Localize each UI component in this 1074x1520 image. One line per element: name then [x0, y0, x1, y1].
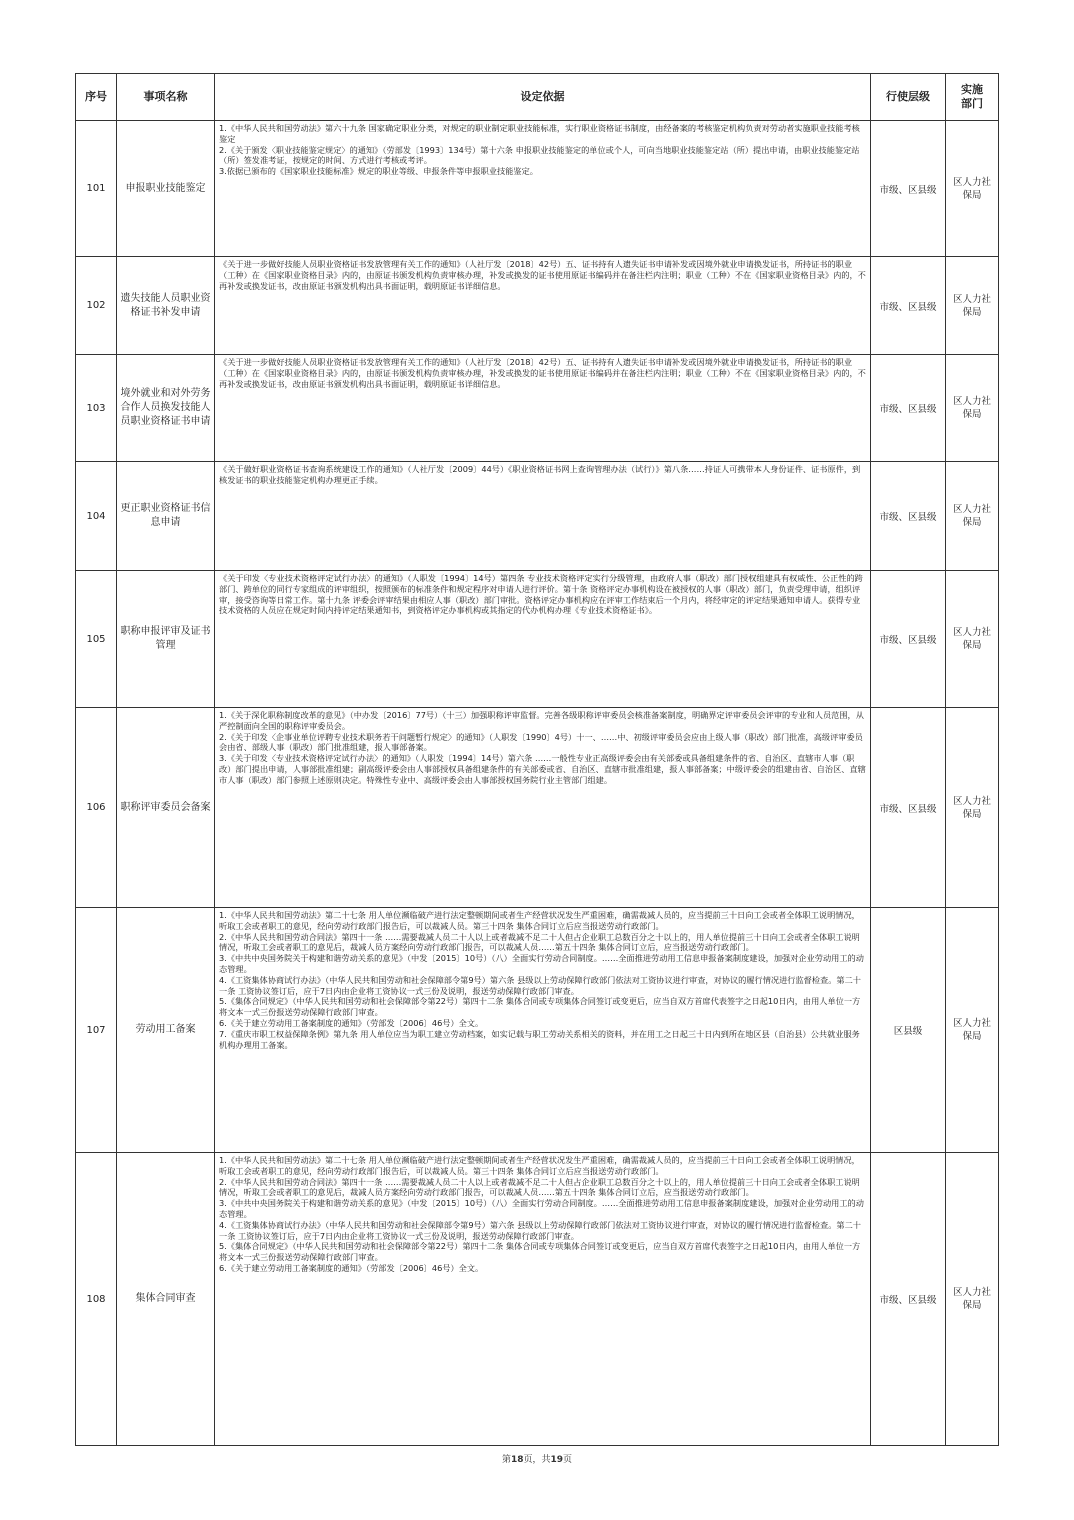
row-department: 区人力社保局 — [946, 355, 999, 462]
basis-paragraph: 7.《重庆市职工权益保障条例》第九条 用人单位应当为职工建立劳动档案，如实记载与职工劳动关系相关的资料，并在用工之日起三十日内到所在地区县（自治县）公共就业服务机构办理用工备案。 — [219, 1028, 860, 1050]
row-item-name: 遗失技能人员职业资格证书补发申请 — [117, 257, 215, 355]
basis-paragraph: 4.《工资集体协商试行办法》（中华人民共和国劳动和社会保障部令第9号）第六条 县级以上劳动保障行政部门依法对工资协议进行审查，对协议的履行情况进行监督检查。第二十一条 工资协议签订后，应于7日内由企业将工资协议一式三份及说明，报送劳动保障行政部门审查。 — [219, 1219, 861, 1241]
items-table — [75, 73, 999, 1446]
row-level: 市级、区县级 — [871, 257, 946, 355]
row-number: 107 — [76, 908, 117, 1153]
row-item-name: 集体合同审查 — [117, 1153, 215, 1446]
row-department: 区人力社保局 — [946, 462, 999, 571]
row-department: 区人力社保局 — [946, 908, 999, 1153]
table-body — [76, 121, 999, 1446]
row-basis — [215, 708, 871, 908]
table-row — [76, 355, 999, 462]
row-level: 市级、区县级 — [871, 462, 946, 571]
basis-paragraph: 3.《中共中央国务院关于构建和谐劳动关系的意见》（中发〔2015〕10号）（八）全面实行劳动合同制度。……全面推进劳动用工信息申报备案制度建设，加强对企业劳动用工的动态管理。 — [219, 1198, 864, 1219]
row-department: 区人力社保局 — [946, 121, 999, 257]
row-basis — [215, 571, 871, 708]
row-basis — [215, 121, 871, 257]
basis-paragraph: 《关于进一步做好技能人员职业资格证书发放管理有关工作的通知》（人社厅发〔2018〕42号）五、证书持有人遗失证书申请补发或因境外就业申请换发证书，所持证书的职业（工种）在《国家职业资格目录》内的，由原证书颁发机构负责审核办理，补发或换发的证书使用原证书编码并在备注栏内注明；职业（工种）不在《国家职业资格目录》内的，不再补发或换发证书，改由原证书颁发机构出具书面证明，载明原证书详细信息。 — [219, 259, 866, 291]
row-basis — [215, 908, 871, 1153]
row-level: 市级、区县级 — [871, 571, 946, 708]
row-item-name: 更正职业资格证书信息申请 — [117, 462, 215, 571]
table-row — [76, 121, 999, 257]
basis-paragraph: 1.《关于深化职称制度改革的意见》（中办发〔2016〕77号）（十三）加强职称评审监督。完善各级职称评审委员会核准备案制度，明确界定评审委员会评审的专业和人员范围，从严控制面向全国的职称评审委员会。 — [219, 710, 864, 731]
basis-paragraph: 3.依据已颁布的《国家职业技能标准》规定的职业等级、申报条件等申报职业技能鉴定。 — [219, 166, 538, 177]
row-department: 区人力社保局 — [946, 571, 999, 708]
footer-total-pages: 19 — [550, 1455, 564, 1465]
row-item-name: 境外就业和对外劳务合作人员换发技能人员职业资格证书申请 — [117, 355, 215, 462]
table-row — [76, 908, 999, 1153]
document-page — [75, 73, 998, 1446]
row-item-name: 劳动用工备案 — [117, 908, 215, 1153]
row-number: 101 — [76, 121, 117, 257]
row-department: 区人力社保局 — [946, 1153, 999, 1446]
basis-paragraph: 《关于进一步做好技能人员职业资格证书发放管理有关工作的通知》（人社厅发〔2018〕42号）五、证书持有人遗失证书申请补发或因境外就业申请换发证书，所持证书的职业（工种）在《国家职业资格目录》内的，由原证书颁发机构负责审核办理，补发或换发的证书使用原证书编码并在备注栏内注明；职业（工种）不在《国家职业资格目录》内的，不再补发或换发证书，改由原证书颁发机构出具书面证明，载明原证书详细信息。 — [219, 357, 866, 389]
row-number: 105 — [76, 571, 117, 708]
row-level: 市级、区县级 — [871, 708, 946, 908]
table-row — [76, 462, 999, 571]
basis-paragraph: 6.《关于建立劳动用工备案制度的通知》（劳部发〔2006〕46号）全文。 — [219, 1262, 484, 1273]
row-number: 103 — [76, 355, 117, 462]
header-name: 事项名称 — [117, 74, 215, 121]
basis-paragraph: 2.《关于颁发〈职业技能鉴定规定〉的通知》（劳部发〔1993〕134号）第十六条 申报职业技能鉴定的单位或个人，可向当地职业技能鉴定站（所）提出申请，由职业技能鉴定站（所）签发准考证，按规定的时间、方式进行考核或考评。 — [219, 144, 860, 166]
basis-paragraph: 1.《中华人民共和国劳动法》第二十七条 用人单位濒临破产进行法定整顿期间或者生产经营状况发生严重困难，确需裁减人员的，应当提前三十日向工会或者全体职工说明情况，听取工会或者职工的意见，经向劳动行政部门报告后，可以裁减人员。第三十四条 集体合同订立后应当报送劳动行政部门。 — [219, 910, 860, 931]
row-number: 102 — [76, 257, 117, 355]
table-row — [76, 257, 999, 355]
row-number: 104 — [76, 462, 117, 571]
row-department: 区人力社保局 — [946, 257, 999, 355]
footer-suffix: 页 — [563, 1455, 573, 1465]
basis-paragraph: 3.《中共中央国务院关于构建和谐劳动关系的意见》（中发〔2015〕10号）（八）全面实行劳动合同制度。……全面推进劳动用工信息申报备案制度建设，加强对企业劳动用工的动态管理。 — [219, 953, 864, 974]
row-item-name: 职称评审委员会备案 — [117, 708, 215, 908]
basis-paragraph: 《关于印发〈专业技术资格评定试行办法〉的通知》（人职发〔1994〕14号）第四条 专业技术资格评定实行分级管理，由政府人事（职改）部门授权组建具有权威性、公正性的跨部门、跨单位的同行专家组成的评审组织，按照颁布的标准条件和规定程序对申请人进行评价。第十条 资格评定办事机构设在被授权的人事（职改）部门，负责受理申请，组织评审，接受咨询等日常工作。第十九条 评委会评审结果由相应人事（职改）部门审批。资格评定办事机构应在评审工作结束后一个月内，将经审定的评定结果通知申请人。获得专业技术资格的人员应在规定时间内持评定结果通知书，到资格评定办事机构或其指定的代办机构办理《专业技术资格证书》。 — [219, 573, 863, 616]
basis-paragraph: 6.《关于建立劳动用工备案制度的通知》（劳部发〔2006〕46号）全文。 — [219, 1017, 484, 1028]
footer-prefix: 第 — [501, 1455, 511, 1465]
basis-paragraph: 2.《中华人民共和国劳动合同法》第四十一条 ……需要裁减人员二十人以上或者裁减不足二十人但占企业职工总数百分之十以上的，用人单位提前三十日向工会或者全体职工说明情况，听取工会或者职工的意见后，裁减人员方案经向劳动行政部门报告，可以裁减人员……第五十四条 集体合同订立后，应当报送劳动行政部门。 — [219, 1176, 860, 1198]
basis-paragraph: 4.《工资集体协商试行办法》（中华人民共和国劳动和社会保障部令第9号）第六条 县级以上劳动保障行政部门依法对工资协议进行审查，对协议的履行情况进行监督检查。第二十一条 工资协议签订后，应于7日内由企业将工资协议一式三份及说明，报送劳动保障行政部门审查。 — [219, 974, 861, 996]
basis-paragraph: 5.《集体合同规定》（中华人民共和国劳动和社会保障部令第22号）第四十二条 集体合同或专项集体合同签订或变更后，应当自双方首席代表签字之日起10日内，由用人单位一方将文本一式三份报送劳动保障行政部门审查。 — [219, 1241, 861, 1263]
basis-paragraph: 2.《中华人民共和国劳动合同法》第四十一条 ……需要裁减人员二十人以上或者裁减不足二十人但占企业职工总数百分之十以上的，用人单位提前三十日向工会或者全体职工说明情况，听取工会或者职工的意见后，裁减人员方案经向劳动行政部门报告，可以裁减人员……第五十四条 集体合同订立后，应当报送劳动行政部门。 — [219, 931, 860, 953]
row-level: 区县级 — [871, 908, 946, 1153]
table-row — [76, 708, 999, 908]
row-basis — [215, 462, 871, 571]
row-department: 区人力社保局 — [946, 708, 999, 908]
basis-paragraph: 3.《关于印发〈专业技术资格评定试行办法〉的通知》（人职发〔1994〕14号）第六条 ……一般性专业正高级评委会由有关部委或具备组建条件的省、自治区、直辖市人事（职改）部门提出申请，人事部批准组建；副高级评委会由人事部授权具备组建条件的有关部委或省、自治区、直辖市批准组建，报人事部备案；中级评委会的组建由省、自治区、直辖市人事（职改）部门参照上述原则决定。特殊性专业中、高级评委会由人事部授权国务院行业主管部门组建。 — [219, 753, 866, 785]
row-basis — [215, 1153, 871, 1446]
row-level: 市级、区县级 — [871, 355, 946, 462]
basis-paragraph: 5.《集体合同规定》（中华人民共和国劳动和社会保障部令第22号）第四十二条 集体合同或专项集体合同签订或变更后，应当自双方首席代表签字之日起10日内，由用人单位一方将文本一式三份报送劳动保障行政部门审查。 — [219, 996, 861, 1018]
table-header-row — [76, 74, 999, 121]
row-item-name: 申报职业技能鉴定 — [117, 121, 215, 257]
row-level: 市级、区县级 — [871, 121, 946, 257]
header-level: 行使层级 — [871, 74, 946, 121]
header-no: 序号 — [76, 74, 117, 121]
row-basis — [215, 257, 871, 355]
row-number: 108 — [76, 1153, 117, 1446]
row-basis — [215, 355, 871, 462]
basis-paragraph: 1.《中华人民共和国劳动法》第六十九条 国家确定职业分类，对规定的职业制定职业技能标准，实行职业资格证书制度，由经备案的考核鉴定机构负责对劳动者实施职业技能考核鉴定 — [219, 123, 860, 144]
footer-middle: 页，共 — [523, 1455, 551, 1465]
basis-paragraph: 1.《中华人民共和国劳动法》第二十七条 用人单位濒临破产进行法定整顿期间或者生产经营状况发生严重困难，确需裁减人员的，应当提前三十日向工会或者全体职工说明情况，听取工会或者职工的意见，经向劳动行政部门报告后，可以裁减人员。第三十四条 集体合同订立后应当报送劳动行政部门。 — [219, 1155, 860, 1176]
header-basis: 设定依据 — [215, 74, 871, 121]
basis-paragraph: 《关于做好职业资格证书查询系统建设工作的通知》（人社厅发〔2009〕44号）《职业资格证书网上查询管理办法（试行）》第八条……持证人可携带本人身份证件、证书原件，到核发证书的职业技能鉴定机构办理更正手续。 — [219, 464, 861, 485]
table-row — [76, 1153, 999, 1446]
row-item-name: 职称申报评审及证书管理 — [117, 571, 215, 708]
row-level: 市级、区县级 — [871, 1153, 946, 1446]
footer-current-page: 18 — [510, 1455, 524, 1465]
table-row — [76, 571, 999, 708]
page-footer — [0, 1452, 1074, 1465]
header-dept: 实施 部门 — [946, 74, 999, 121]
basis-paragraph: 2.《关于印发〈企事业单位评聘专业技术职务若干问题暂行规定〉的通知》（人职发〔1990〕4号）十一、……中、初级评审委员会应由上级人事（职改）部门批准，高级评审委员会由省、部级人事（职改）部门批准组建，报人事部备案。 — [219, 731, 863, 753]
row-number: 106 — [76, 708, 117, 908]
